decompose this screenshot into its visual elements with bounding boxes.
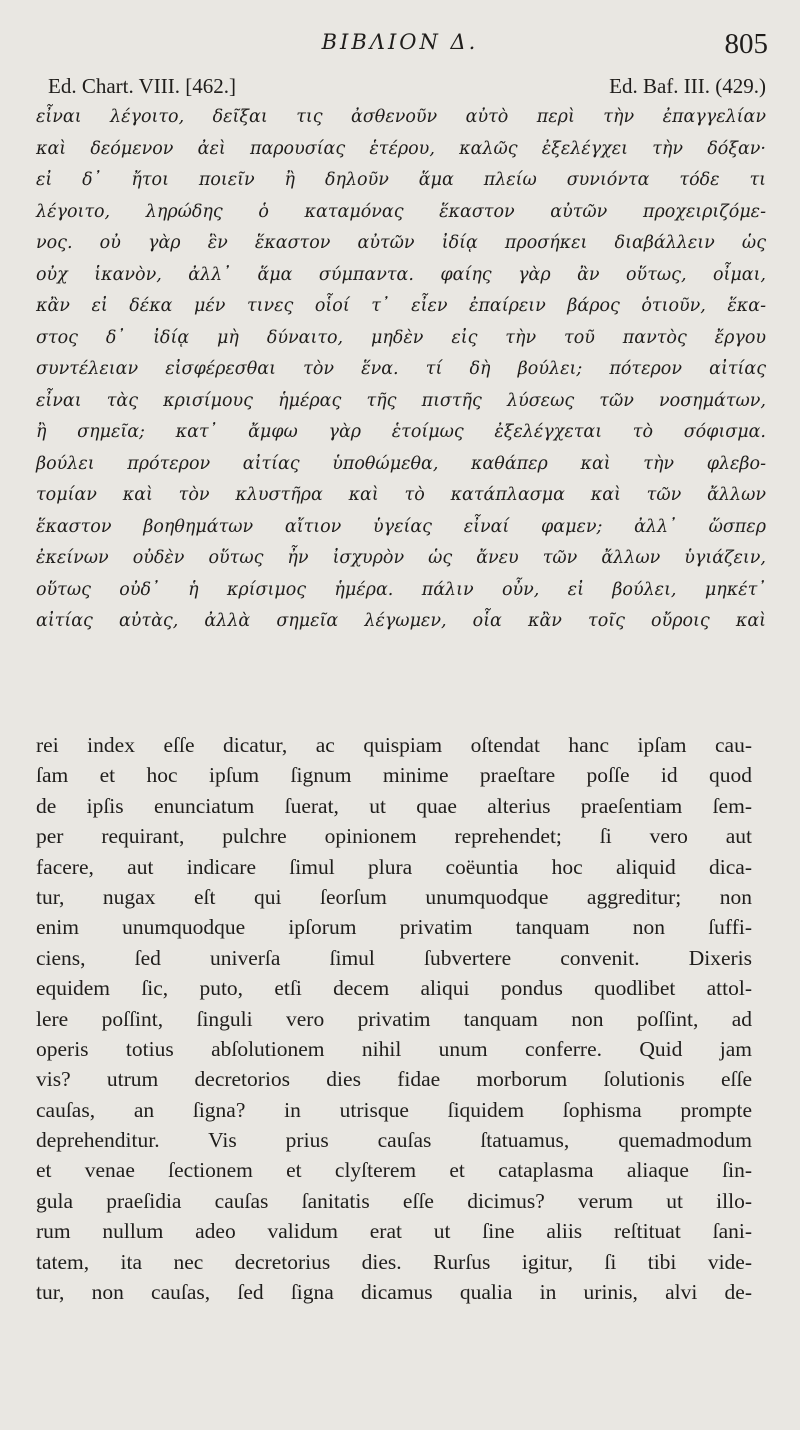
book-title: ΒΙΒΛΙΟΝ Δ. — [321, 30, 479, 54]
latin-text-line: tur, non cauſas, ſed ſigna dicamus qualia in urinis, alvi de- — [36, 1280, 752, 1305]
greek-text-line: βούλει πρότερον αἰτίας ὑποθώμεθα, καθάπερ καὶ τὴν φλεβο- — [36, 453, 766, 474]
running-head — [0, 30, 800, 64]
greek-text-line: ἢ σημεῖα; κατ᾽ ἄμφω γὰρ ἑτοίμως ἐξελέγχεται τὸ σόφισμα. — [36, 422, 766, 442]
greek-text-column — [36, 102, 766, 638]
latin-text-line: rum nullum adeo validum erat ut ſine aliis reſtituat ſani- — [36, 1219, 752, 1244]
greek-text-line: καὶ δεόμενον ἀεὶ παρουσίας ἑτέρου, καλῶς ἐξελέγχει τὴν δόξαν· — [36, 138, 766, 159]
greek-text-line: κἂν εἰ δέκα μέν τινες οἷοί τ᾽ εἶεν ἐπαίρειν βάρος ὁτιοῦν, ἕκα- — [36, 296, 766, 316]
greek-text-line: συντέλειαν εἰσφέρεσθαι τὸν ἕνα. τί δὴ βούλει; πότερον αἰτίας — [36, 359, 766, 379]
latin-text-line: et venae ſectionem et clyſterem et cataplasma aliaque ſin- — [36, 1158, 752, 1183]
greek-text-line: εἶναι τὰς κρισίμους ἡμέρας τῆς πιστῆς λύσεως τῶν νοσημάτων, — [36, 390, 766, 411]
greek-text-line: τομίαν καὶ τὸν κλυστῆρα καὶ τὸ κατάπλασμα καὶ τῶν ἄλλων — [36, 485, 766, 505]
greek-text-line: οὐχ ἱκανὸν, ἀλλ᾽ ἅμα σύμπαντα. φαίης γὰρ ἂν οὕτως, οἶμαι, — [36, 264, 766, 285]
latin-text-line: gula praeſidia cauſas ſanitatis eſſe dicimus? verum ut illo- — [36, 1188, 752, 1213]
latin-text-line: enim unumquodque ipſorum privatim tanquam non ſuffi- — [36, 915, 752, 940]
latin-text-line: vis? utrum decretorios dies fidae morborum ſolutionis eſſe — [36, 1067, 752, 1092]
latin-text-line: ciens, ſed univerſa ſimul ſubvertere convenit. Dixeris — [36, 945, 752, 970]
greek-text-line: αἰτίας αὐτὰς, ἀλλὰ σημεῖα λέγωμεν, οἷα κἂν τοῖς οὔροις καὶ — [36, 611, 766, 631]
greek-text-line: λέγοιτο, ληρώδης ὁ καταμόνας ἕκαστον αὐτῶν προχειριζόμε- — [36, 201, 766, 222]
greek-text-line: εἰ δ᾽ ἤτοι ποιεῖν ἢ δηλοῦν ἅμα πλείω συνιόντα τόδε τι — [36, 170, 766, 190]
greek-text-line: στος δ᾽ ἰδίᾳ μὴ δύναιτο, μηδὲν εἰς τὴν τοῦ παντὸς ἔργου — [36, 327, 766, 348]
latin-text-line: deprehenditur. Vis prius cauſas ſtatuamus, quemadmodum — [36, 1128, 752, 1153]
latin-text-line: equidem ſic, puto, etſi decem aliqui pondus quodlibet attol- — [36, 976, 752, 1001]
latin-text-line: facere, aut indicare ſimul plura coëuntia hoc aliquid dica- — [36, 854, 752, 879]
greek-text-line: οὕτως οὐδ᾽ ἡ κρίσιμος ἡμέρα. πάλιν οὖν, εἰ βούλει, μηκέτ᾽ — [36, 579, 766, 600]
edition-references — [36, 74, 766, 100]
latin-text-line: per requirant, pulchre opinionem reprehendet; ſi vero aut — [36, 824, 752, 849]
latin-text-line: operis totius abſolutionem nihil unum conferre. Quid jam — [36, 1036, 752, 1061]
latin-text-line: tur, nugax eſt qui ſeorſum unumquodque aggreditur; non — [36, 884, 752, 909]
latin-text-column — [36, 730, 752, 1307]
latin-text-line: tatem, ita nec decretorius dies. Rurſus igitur, ſi tibi vide- — [36, 1249, 752, 1274]
latin-text-line: cauſas, an ſigna? in utrisque ſiquidem ſophisma prompte — [36, 1097, 752, 1122]
edition-bas-ref: Ed. Baf. III. (429.) — [609, 74, 766, 98]
greek-text-line: ἕκαστον βοηθημάτων αἴτιον ὑγείας εἶναί φαμεν; ἀλλ᾽ ὥσπερ — [36, 516, 766, 537]
latin-text-line: lere poſſint, ſinguli vero privatim tanquam non poſſint, ad — [36, 1006, 752, 1031]
latin-text-line: rei index eſſe dicatur, ac quispiam oſtendat hanc ipſam cau- — [36, 733, 752, 757]
latin-text-line: ſam et hoc ipſum ſignum minime praeſtare poſſe id quod — [36, 763, 752, 788]
page-number: 805 — [724, 28, 768, 60]
edition-chart-ref: Ed. Chart. VIII. [462.] — [48, 74, 236, 98]
greek-text-line: εἶναι λέγοιτο, δεῖξαι τις ἀσθενοῦν αὐτὸ περὶ τὴν ἐπαγγελίαν — [36, 107, 766, 127]
greek-text-line: νος. οὐ γὰρ ἓν ἕκαστον αὐτῶν ἰδίᾳ προσήκει διαβάλλειν ὡς — [36, 233, 766, 253]
greek-text-line: ἐκείνων οὐδὲν οὕτως ἦν ἰσχυρὸν ὡς ἄνευ τῶν ἄλλων ὑγιάζειν, — [36, 548, 766, 568]
latin-text-line: de ipſis enunciatum ſuerat, ut quae alterius praeſentiam ſem- — [36, 793, 752, 818]
